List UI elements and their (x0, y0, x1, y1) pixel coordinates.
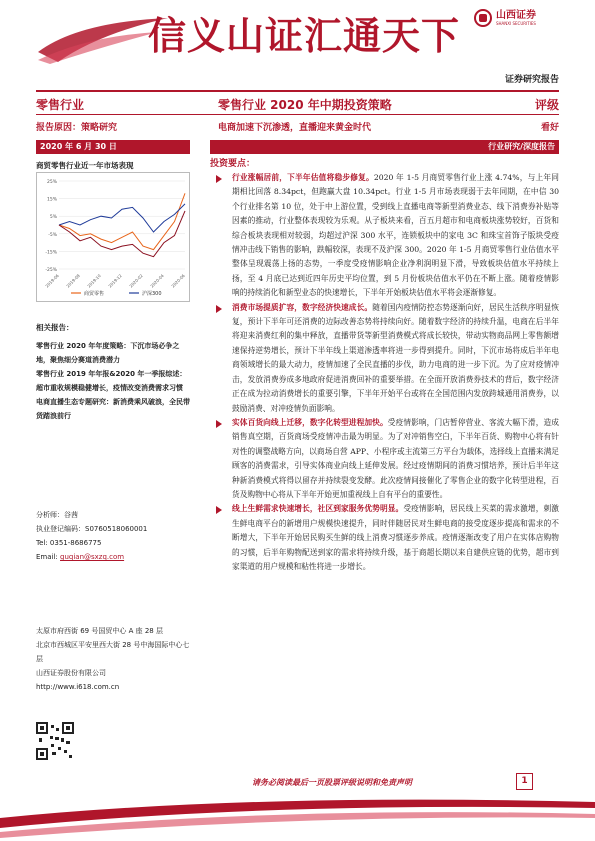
address-taiyuan: 太原市府西街 69 号国贸中心 A 座 28 层 (36, 627, 163, 635)
header-divider-top (36, 90, 559, 92)
qr-code-icon (36, 722, 74, 760)
related-report-link[interactable]: 零售行业 2020 年年度策略：下沉市场必争之地，聚焦细分赛道消费潜力 (36, 342, 180, 364)
rating-label: 评级 (534, 98, 559, 112)
company-info (36, 624, 190, 694)
bullet-triangle-icon (216, 420, 222, 428)
industry-name: 零售行业 (36, 98, 85, 112)
highlight-point (210, 502, 559, 574)
analyst-name: 分析师：谷茜 (36, 511, 78, 519)
report-type: 证券研究报告 (504, 75, 559, 85)
related-reports (36, 322, 190, 423)
company-name: 山西证券股份有限公司 (36, 669, 106, 677)
footer-swoosh-graphic (0, 788, 595, 841)
analyst-tel: Tel: 0351-8686775 (36, 539, 102, 547)
y-tick-label: 15% (46, 197, 57, 203)
x-tick-label: 2019-12 (107, 273, 123, 289)
header-divider-middle (36, 114, 559, 115)
legend-label: 商贸零售 (84, 291, 105, 297)
highlight-point (210, 301, 559, 416)
page-number: 1 (516, 773, 533, 790)
logo-name: 山西证券 (496, 10, 536, 21)
email-link[interactable]: guqian@sxzq.com (60, 553, 125, 561)
report-date: 2020 年 6 月 30 日 (36, 140, 190, 154)
related-report-link[interactable]: 零售行业 2019 年年报&2020 年一季报综述：超市重收规模稳健增长，疫情改变消费需求习惯 (36, 370, 187, 392)
bullet-triangle-icon (216, 506, 222, 514)
company-website[interactable]: http://www.i618.com.cn (36, 683, 120, 691)
x-tick-label: 2019-06 (44, 273, 60, 289)
y-tick-label: 5% (49, 215, 57, 221)
banner-slogan: 信义山证汇通天下 (148, 13, 461, 58)
point-lead: 行业涨幅居前，下半年估值将稳步修复。 (232, 173, 374, 182)
analyst-license: 执业登记编码：S0760518060001 (36, 525, 148, 533)
series-line (59, 204, 185, 232)
chart-title: 商贸零售行业近一年市场表现 (36, 161, 134, 170)
x-tick-label: 2020-04 (149, 273, 165, 289)
disclaimer-note: 请务必阅读最后一页股票评级说明和免责声明 (252, 778, 412, 787)
market-performance-chart (36, 172, 190, 302)
address-beijing: 北京市西城区平安里西大街 28 号中海国际中心七层 (36, 641, 190, 663)
x-tick-label: 2019-08 (65, 273, 81, 289)
highlight-point (210, 171, 559, 301)
analyst-info (36, 508, 190, 564)
x-tick-label: 2019-10 (86, 273, 102, 289)
highlights-heading: 投资要点： (210, 159, 256, 169)
report-category: 行业研究/深度报告 (210, 140, 559, 154)
bullet-triangle-icon (216, 305, 222, 313)
point-body: 随着国内疫情防控态势逐渐向好，居民生活秩序明显恢复，预计下半年可还消费的边际改善态势将持续向好。随着数字经济的持续升温，电商在后半年将迎来消费红利的集中释放，直播带货等新型消费模式将成长较快，带动实物商品网上零售额增速保持逆势增长，预计下半年线上渠道渗透率将进一步得到提升。同时，下沉市场将成后半年电商领域增长的最大动力，疫情加速了全民直播的步伐，助力电商的进一步下沉。为了应对疫情冲击，发放消费券成多地政府促进消费回补的重要举措。在全面开放消费券技术的背后，数字经济正在成为拉动消费增长的重要引擎，下半年开始平台或将在全国范围内发放跨城通用消费券，以鼓励消费、对冲疫情负面影响。 (232, 302, 559, 413)
x-tick-label: 2020-06 (170, 273, 186, 289)
report-title: 零售行业 2020 年中期投资策略 (218, 98, 392, 112)
legend-label: 沪深300 (142, 291, 162, 297)
point-body: 2020 年 1-5 月商贸零售行业上涨 4.74%，与上年同期相比回落 8.34pct，但跑赢大盘 10.34pct。行业 1-5 月市场表现弱于去年同期，在中信 30 个行业排名第 10 位，处于中上游位置，受到线上直播电商等新型消费业态、线下消费券补贴等因素的推动，行业整体表现较为乐观。从子板块来看，百五月超市和电商板块涨势较好，百货和综合板块表现相对较弱，均超过沪深 300 水平，连锁板块中的家电 3C 和珠宝首饰子版块受疫情冲击线下销售的影响，跌幅较深，表现不及沪深 300。2020 年 1-5 月商贸零售行业估值水平整体呈现震荡上扬的态势，一季度受疫情影响企业净利润明显下滑，导致板块估值水平持续上扬，至 4 月底已达到近四年历史平均位置，到 5 月份板块估值水平仍在不断上涨。随着疫情影响的持续消化和新型业态的快速增长，下半年开始板块估值水平将会逐渐修复。 (232, 173, 559, 298)
x-tick-label: 2020-02 (128, 273, 144, 289)
related-heading: 相关报告： (36, 323, 74, 332)
report-reason: 报告原因：策略研究 (36, 123, 118, 133)
bullet-triangle-icon (216, 175, 222, 183)
y-tick-label: -5% (48, 232, 57, 238)
email-label: Email: (36, 553, 61, 561)
point-lead: 实体百货向线上迁移，数字化转型进程加快。 (232, 417, 388, 427)
related-report-link[interactable]: 电商直播生态专题研究：新消费乘风破浪，全民带货踏浪前行 (36, 398, 190, 420)
company-logo (474, 8, 536, 28)
point-lead: 消费市场提质扩容，数字经济快速成长。 (232, 302, 373, 312)
point-lead: 线上生鲜需求快速增长，社区到家服务优势明显。 (232, 504, 404, 514)
y-tick-label: -15% (45, 250, 57, 256)
analyst-email-row (36, 550, 190, 564)
highlight-point (210, 416, 559, 502)
point-body: 受疫情影响，门店暂停营业、客流大幅下滑，造成销售真空期，百货商场受疫情冲击最为明显。为了对冲销售空白，下半年百货、购物中心将有针对性的调整战略方向，以商场自营 APP、小程序或主流第三方平台为载体，选择线上直播来满足顾客的消费需求，引导实体商业向线上延伸发展。经过疫情期间的消费习惯培养，预计后半年这种新消费模式将得以留存并持续裂变发酵。此次疫情间接催化了零售企业的数字化转型进程，百货及购物中心将从下半年开始更加重视线上自有平台的重要性。 (232, 417, 559, 499)
rating-value: 看好 (540, 123, 559, 133)
y-tick-label: 25% (46, 180, 57, 185)
y-tick-label: -25% (45, 268, 57, 273)
investment-highlights (210, 156, 559, 574)
report-subtitle: 电商加速下沉渗透，直播迎来黄金时代 (218, 123, 372, 133)
logo-subtitle: SHANXI SECURITIES (496, 21, 536, 26)
top-banner (0, 0, 595, 88)
point-body: 受疫情影响，居民线上买菜的需求激增，刺激生鲜电商平台的新增用户规模快速提升，同时伴随居民对生鲜电商的接受度逐步提高和需求的不断增大，下半年开始居民购买生鲜的线上消费习惯逐步养成。疫情逐渐改变了用户在实体店购物的习惯，后半年购物配送到家的需求将持续升级，基于商超长期以来自建供应链的优势，超市到家渠道的用户规模和粘性将进一步增长。 (232, 504, 559, 571)
chart-svg (37, 173, 189, 301)
logo-emblem-icon (474, 9, 492, 27)
